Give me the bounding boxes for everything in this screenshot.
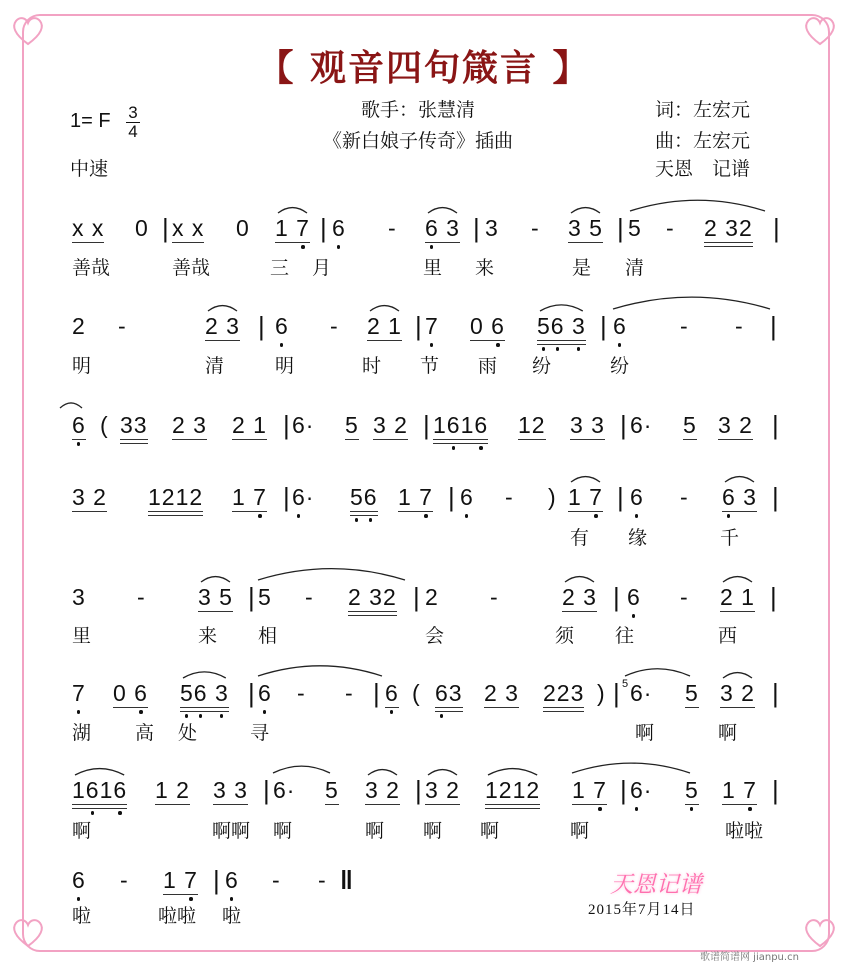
note-group: - bbox=[680, 484, 689, 510]
lyric: 善哉 bbox=[72, 257, 111, 279]
source: 《新白娘子传奇》插曲 bbox=[322, 130, 513, 152]
slur-arc bbox=[540, 305, 583, 311]
note-group: - bbox=[666, 215, 675, 241]
note-group: 6 bbox=[72, 867, 86, 893]
note-group: 6 bbox=[258, 680, 272, 706]
song-title: 【 观音四句箴言 】 bbox=[257, 48, 591, 89]
slur-arc bbox=[258, 569, 405, 580]
slur-arc bbox=[428, 208, 457, 213]
lyric: 啊啊 bbox=[212, 820, 251, 842]
note-group: 2 bbox=[72, 313, 86, 339]
note-group: - bbox=[305, 584, 314, 610]
lyric: 时 bbox=[362, 355, 382, 377]
note-group: 56 bbox=[350, 484, 378, 510]
barline: | bbox=[213, 865, 221, 895]
note-group: 6 bbox=[627, 584, 641, 610]
note-group: 2 1 bbox=[232, 412, 267, 438]
note-group: 223 bbox=[543, 680, 585, 706]
lyric: 三 bbox=[270, 257, 290, 279]
note-group: 2 3 bbox=[205, 313, 240, 339]
note-group: 5 bbox=[685, 680, 699, 706]
slur-arc bbox=[723, 673, 752, 678]
lyric: 啊 bbox=[635, 722, 655, 744]
lyric: 啊 bbox=[423, 820, 443, 842]
lyric: 纷 bbox=[532, 355, 552, 377]
note-group: - bbox=[297, 680, 306, 706]
note-group: 6· bbox=[630, 680, 653, 706]
transcriber: 天恩 记谱 bbox=[655, 158, 751, 180]
note-group: - bbox=[680, 584, 689, 610]
lyric: 啊 bbox=[480, 820, 500, 842]
note-group: 3 bbox=[72, 584, 86, 610]
note-group: 5 bbox=[685, 777, 699, 803]
barline: | bbox=[415, 775, 423, 805]
note-group: 5 bbox=[683, 412, 697, 438]
slur-arc bbox=[723, 577, 752, 582]
note-group: 1 2 bbox=[155, 777, 190, 803]
barline: | bbox=[320, 213, 328, 243]
note-group: 3 2 bbox=[365, 777, 400, 803]
lyric: 寻 bbox=[250, 722, 270, 744]
lyric: 啦啦 bbox=[725, 820, 764, 842]
barline: | bbox=[248, 678, 256, 708]
note-group: - bbox=[345, 680, 354, 706]
note-group: 33 bbox=[120, 412, 148, 438]
barline: | bbox=[373, 678, 381, 708]
barline: | bbox=[283, 482, 291, 512]
slur-arc bbox=[571, 208, 600, 213]
lyric: 里 bbox=[72, 625, 92, 647]
barline: | bbox=[415, 311, 423, 341]
lyricist: 词：左宏元 bbox=[655, 99, 751, 121]
lyric: 明 bbox=[275, 355, 295, 377]
lyric: 啊 bbox=[72, 820, 92, 842]
note-group: 1 7 bbox=[163, 867, 198, 893]
lyric: 往 bbox=[615, 625, 635, 647]
barline: | bbox=[448, 482, 456, 512]
lyric: 来 bbox=[198, 625, 218, 647]
note-group: 6· bbox=[273, 777, 296, 803]
note-group: 0 bbox=[135, 215, 149, 241]
note-group: 1 7 bbox=[722, 777, 757, 803]
note-group: 6 3 bbox=[425, 215, 460, 241]
note-group: 6 bbox=[385, 680, 399, 706]
note-group: - bbox=[137, 584, 146, 610]
lyric: 节 bbox=[420, 355, 440, 377]
note-group: 6 bbox=[275, 313, 289, 339]
slur-arc bbox=[630, 200, 765, 211]
note-group: 1212 bbox=[148, 484, 204, 510]
slur-arc bbox=[183, 672, 226, 678]
lyric: 月 bbox=[312, 257, 332, 279]
barline: | bbox=[248, 582, 256, 612]
note-group: - bbox=[118, 313, 127, 339]
note-group: 3 2 bbox=[720, 680, 755, 706]
lyric: 清 bbox=[205, 355, 225, 377]
slur-arc bbox=[488, 769, 537, 775]
note-group: 3 2 bbox=[373, 412, 408, 438]
note-group: 2 1 bbox=[367, 313, 402, 339]
note-group: x x bbox=[172, 215, 205, 241]
lyric: 啊 bbox=[718, 722, 738, 744]
barline: | bbox=[263, 775, 271, 805]
barline: | bbox=[770, 582, 778, 612]
lyric: 啦 bbox=[72, 905, 92, 927]
lyric: 千 bbox=[720, 527, 740, 549]
barline: | bbox=[423, 410, 431, 440]
barline: | bbox=[283, 410, 291, 440]
singer: 歌手：张慧清 bbox=[360, 99, 475, 121]
slur-arc bbox=[625, 669, 690, 676]
note-group: 5 bbox=[628, 215, 642, 241]
note-group: 6 bbox=[613, 313, 627, 339]
barline: | bbox=[770, 311, 778, 341]
date: 2015年7月14日 bbox=[588, 902, 696, 918]
note-group: 6 bbox=[72, 412, 86, 438]
lyric: 来 bbox=[475, 257, 495, 279]
barline: | bbox=[413, 582, 421, 612]
note-group: 1616 bbox=[72, 777, 128, 803]
lyric: 缘 bbox=[628, 527, 648, 549]
note-group: 6 bbox=[225, 867, 239, 893]
lyric: 会 bbox=[425, 625, 445, 647]
lyric: 善哉 bbox=[172, 257, 211, 279]
slur-arc bbox=[278, 208, 307, 213]
note-group: - bbox=[272, 867, 281, 893]
note-group: 3 3 bbox=[213, 777, 248, 803]
slur-arc bbox=[428, 770, 457, 775]
note-group: 63 bbox=[435, 680, 463, 706]
note-group: 1 7 bbox=[275, 215, 310, 241]
slur-arc bbox=[208, 306, 237, 311]
barline: | bbox=[613, 582, 621, 612]
note-group: 3 bbox=[485, 215, 499, 241]
lyric: 啊 bbox=[570, 820, 590, 842]
barline: | bbox=[617, 213, 625, 243]
barline: | bbox=[772, 410, 780, 440]
note-group: 7 bbox=[72, 680, 86, 706]
composer: 曲：左宏元 bbox=[655, 130, 751, 152]
slur-arc bbox=[725, 477, 754, 482]
note-group: 1616 bbox=[433, 412, 489, 438]
note-group: 6 bbox=[630, 484, 644, 510]
barline: ‖ bbox=[340, 865, 354, 895]
slur-arc bbox=[370, 306, 399, 311]
slur-arc bbox=[613, 297, 770, 309]
note-group: 3 2 bbox=[718, 412, 753, 438]
note-group: 0 bbox=[236, 215, 250, 241]
note-group: 6· bbox=[630, 412, 653, 438]
note-group: - bbox=[318, 867, 327, 893]
note-group: 3 5 bbox=[568, 215, 603, 241]
barline: | bbox=[772, 678, 780, 708]
note-group: - bbox=[505, 484, 514, 510]
slur-arc bbox=[60, 403, 82, 408]
time-bottom: 4 bbox=[128, 122, 138, 141]
barline: | bbox=[258, 311, 266, 341]
note-group: 3 3 bbox=[570, 412, 605, 438]
note-group: - bbox=[531, 215, 540, 241]
note-group: ) bbox=[548, 484, 557, 510]
barline: | bbox=[772, 482, 780, 512]
barline: | bbox=[772, 775, 780, 805]
barline: | bbox=[162, 213, 170, 243]
note-group: 2 3 bbox=[562, 584, 597, 610]
lyric: 相 bbox=[258, 625, 278, 647]
note-group: - bbox=[490, 584, 499, 610]
note-group: - bbox=[388, 215, 397, 241]
barline: | bbox=[613, 678, 621, 708]
note-group: 3 2 bbox=[72, 484, 107, 510]
note-group: 1 7 bbox=[568, 484, 603, 510]
note-group: - bbox=[680, 313, 689, 339]
note-group: - bbox=[735, 313, 744, 339]
note-group: 56 3 bbox=[180, 680, 229, 706]
note-group: 7 bbox=[425, 313, 439, 339]
note-group: 3 5 bbox=[198, 584, 233, 610]
lyric: 高 bbox=[135, 722, 155, 744]
note-group: 2 bbox=[425, 584, 439, 610]
lyric: 啦 bbox=[222, 905, 242, 927]
note-group: 2 3 bbox=[172, 412, 207, 438]
lyric: 啦啦 bbox=[158, 905, 197, 927]
lyric: 纷 bbox=[610, 355, 630, 377]
note-group: 1212 bbox=[485, 777, 541, 803]
note-group: 5 bbox=[345, 412, 359, 438]
slur-arc bbox=[572, 763, 690, 773]
note-group: 2 3 bbox=[484, 680, 519, 706]
note-group: 6· bbox=[292, 484, 315, 510]
note-group: 2 32 bbox=[704, 215, 753, 241]
note-group: 0 6 bbox=[113, 680, 148, 706]
note-group: ( bbox=[412, 680, 421, 706]
note-group: ) bbox=[597, 680, 606, 706]
note-group: 2 32 bbox=[348, 584, 397, 610]
slur-arc bbox=[201, 577, 230, 582]
lyric: 须 bbox=[555, 625, 575, 647]
lyric: 有 bbox=[570, 527, 590, 549]
note-group: 1 7 bbox=[572, 777, 607, 803]
watermark-logo: 天恩记谱 bbox=[610, 872, 702, 898]
note-group: 2 1 bbox=[720, 584, 755, 610]
note-group: 56 3 bbox=[537, 313, 586, 339]
lyric: 啊 bbox=[273, 820, 293, 842]
note-group: 6 bbox=[332, 215, 346, 241]
note-group: 12 bbox=[518, 412, 546, 438]
note-group: 6· bbox=[630, 777, 653, 803]
note-group: 6 bbox=[460, 484, 474, 510]
note-group: 5 bbox=[325, 777, 339, 803]
note-group: 5 bbox=[258, 584, 272, 610]
note-group: - bbox=[330, 313, 339, 339]
note-group: - bbox=[120, 867, 129, 893]
slur-arc bbox=[273, 766, 330, 773]
slur-arc bbox=[565, 577, 594, 582]
barline: | bbox=[600, 311, 608, 341]
slur-arc bbox=[258, 666, 382, 676]
time-top: 3 bbox=[128, 103, 138, 122]
lyric: 是 bbox=[572, 257, 592, 279]
slur-arc bbox=[368, 770, 397, 775]
lyric: 明 bbox=[72, 355, 92, 377]
lyric: 西 bbox=[718, 625, 738, 647]
lyric: 里 bbox=[423, 257, 443, 279]
key-signature: 1= F bbox=[70, 110, 111, 132]
grace-note: 5 bbox=[622, 678, 629, 690]
note-group: 1 7 bbox=[398, 484, 433, 510]
slur-arc bbox=[75, 769, 124, 775]
note-group: x x bbox=[72, 215, 105, 241]
site-credit: 歌谱简谱网 jianpu.cn bbox=[700, 952, 799, 963]
note-group: ( bbox=[100, 412, 109, 438]
lyric: 啊 bbox=[365, 820, 385, 842]
note-group: 6 3 bbox=[722, 484, 757, 510]
lyric: 雨 bbox=[478, 355, 498, 377]
barline: | bbox=[773, 213, 781, 243]
note-group: 0 6 bbox=[470, 313, 505, 339]
lyric: 清 bbox=[625, 257, 645, 279]
note-group: 1 7 bbox=[232, 484, 267, 510]
note-group: 6· bbox=[292, 412, 315, 438]
barline: | bbox=[620, 775, 628, 805]
barline: | bbox=[473, 213, 481, 243]
slur-arc bbox=[571, 477, 600, 482]
note-group: 3 2 bbox=[425, 777, 460, 803]
barline: | bbox=[617, 482, 625, 512]
lyric: 湖 bbox=[72, 722, 92, 744]
tempo: 中速 bbox=[70, 158, 109, 180]
barline: | bbox=[620, 410, 628, 440]
lyric: 处 bbox=[178, 722, 198, 744]
